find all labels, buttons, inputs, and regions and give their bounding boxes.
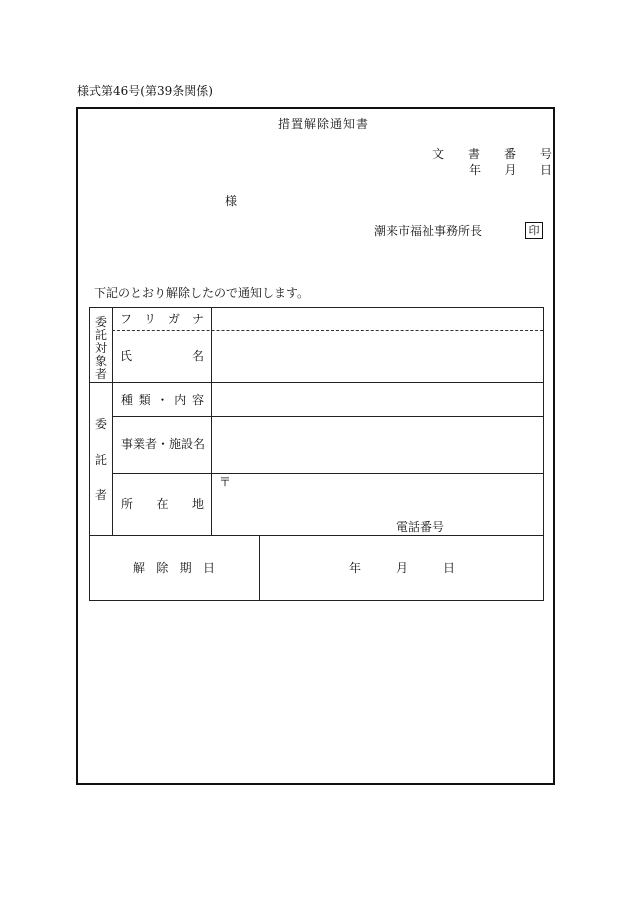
address-char: 在	[156, 497, 169, 511]
table-divider-group	[112, 307, 113, 535]
table-divider-cancel	[259, 535, 260, 601]
furigana-char: ガ	[167, 312, 180, 326]
date-char: 年	[469, 163, 482, 177]
recipient-suffix: 様	[225, 194, 238, 208]
doc-number-char: 号	[539, 147, 552, 161]
table-border-right	[543, 307, 544, 601]
date-char: 月	[504, 163, 517, 177]
cancel-date-char: 除	[156, 561, 169, 575]
name-char: 氏	[120, 349, 133, 363]
address-label	[121, 498, 204, 510]
cancel-date-char: 日	[202, 561, 215, 575]
doc-number-char: 番	[503, 147, 516, 161]
type-content-char: 内	[174, 393, 187, 407]
cancel-date-label	[133, 562, 215, 574]
table-row-divider	[89, 382, 544, 383]
name-char: 名	[191, 349, 204, 363]
furigana-char: ナ	[191, 312, 204, 326]
intro-text: 下記のとおり解除したので通知します。	[94, 286, 310, 300]
document-title: 措置解除通知書	[278, 117, 370, 131]
postal-mark: 〒	[219, 475, 232, 489]
table-row-divider	[112, 416, 544, 417]
seal-mark: 印	[525, 222, 543, 239]
type-content-char: 種	[121, 393, 134, 407]
table-divider-label	[211, 307, 212, 535]
table-border-left	[89, 307, 90, 601]
table-row-divider	[89, 535, 544, 536]
group-label-consignee-target: 委託対象者	[94, 315, 107, 381]
cancel-date-value	[349, 562, 455, 574]
cancel-date-value-char: 月	[395, 561, 408, 575]
date-char: 日	[539, 163, 552, 177]
address-char: 所	[121, 497, 134, 511]
cancel-date-char: 期	[179, 561, 192, 575]
group-label-consignee: 者	[95, 488, 108, 502]
group-label-consignee: 託	[95, 453, 108, 467]
doc-number-char: 文	[432, 147, 445, 161]
cancel-date-value-char: 日	[442, 561, 455, 575]
cancel-date-char: 解	[133, 561, 146, 575]
form-label: 様式第46号(第39条関係)	[77, 84, 213, 98]
issue-date-label	[469, 164, 552, 176]
sender-name: 潮来市福祉事務所長	[374, 224, 483, 238]
furigana-divider	[112, 330, 543, 331]
furigana-char: フ	[120, 312, 133, 326]
cancel-date-value-char: 年	[349, 561, 362, 575]
document-number-label	[432, 148, 552, 160]
table-border-top	[89, 307, 544, 308]
group-label-consignee: 委	[95, 417, 108, 431]
doc-number-char: 書	[467, 147, 480, 161]
furigana-char: リ	[143, 312, 156, 326]
table-row-divider	[112, 473, 544, 474]
type-content-char: 容	[191, 393, 204, 407]
type-content-char: 類	[138, 393, 151, 407]
phone-label: 電話番号	[396, 520, 445, 534]
type-content-label	[121, 394, 204, 406]
furigana-label	[120, 313, 204, 325]
address-char: 地	[191, 497, 204, 511]
type-content-char: ・	[156, 393, 169, 407]
table-border-bottom	[89, 600, 544, 601]
name-label	[120, 350, 204, 362]
facility-name-label: 事業者・施設名	[121, 437, 206, 451]
